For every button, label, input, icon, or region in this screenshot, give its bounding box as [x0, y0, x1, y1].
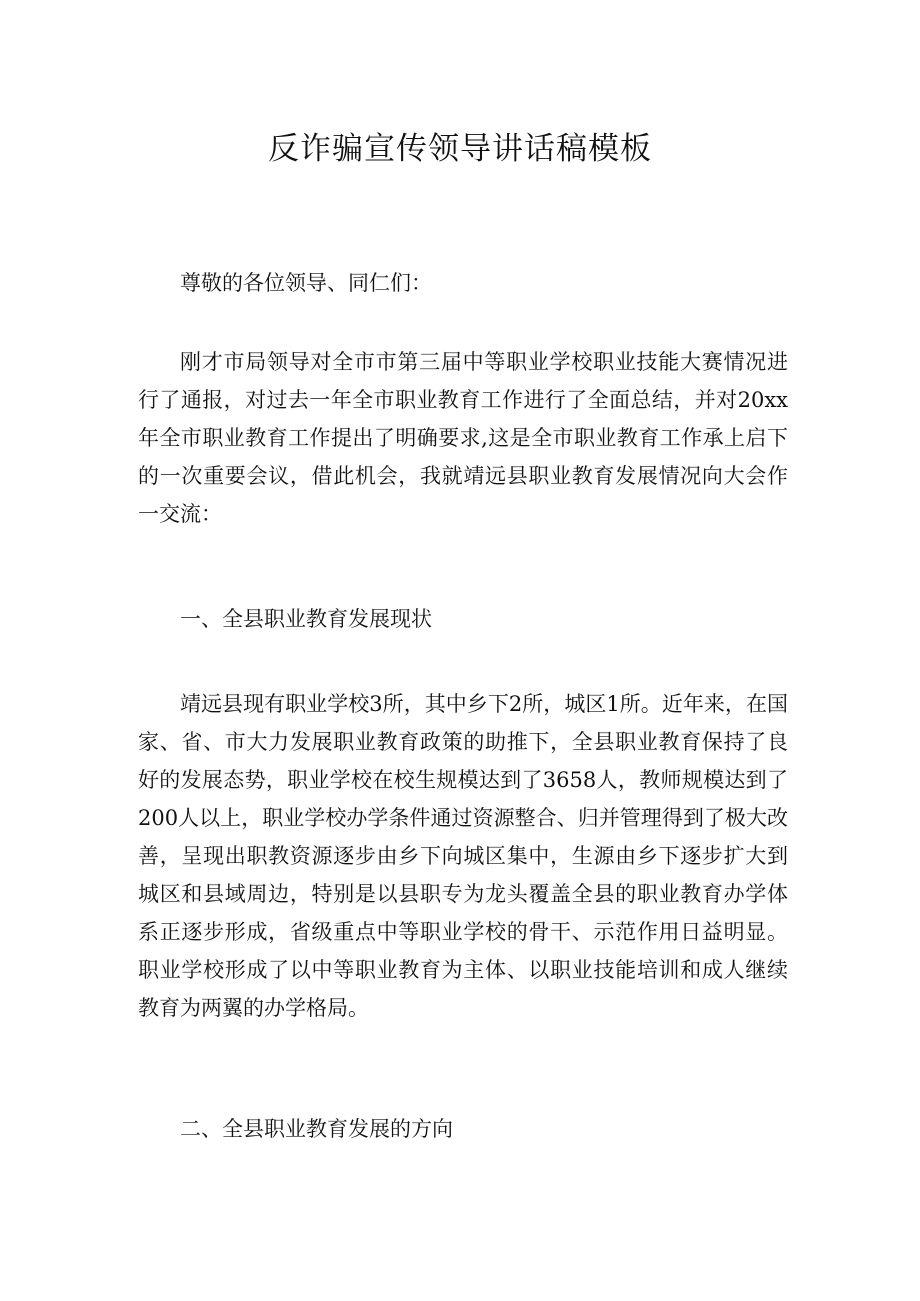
paragraph-status: 靖远县现有职业学校3所，其中乡下2所，城区1所。近年来，在国家、省、市大力发展职业教育政策的助推下，全县职业教育保持了良好的发展态势，职业学校在校生规模达到了3658人，教师规模达到了200人以上，职业学校办学条件通过资源整合、归并管理得到了极大改善，呈现出职教资源逐步由乡下向城区集中，生源由乡下逐步扩大到城区和县域周边，特别是以县职专为龙头覆盖全县的职业教育办学体系正逐步形成，省级重点中等职业学校的骨干、示范作用日益明显。职业学校形成了以中等职业教育为主体、以职业技能培训和成人继续教育为两翼的办学格局。	[138, 692, 788, 1020]
section-heading-1: 一、全县职业教育发展现状	[180, 607, 432, 631]
greeting: 尊敬的各位领导、同仁们：	[180, 271, 432, 295]
section-heading-2: 二、全县职业教育发展的方向	[180, 1117, 453, 1141]
document-title: 反诈骗宣传领导讲话稿模板	[268, 131, 652, 167]
paragraph-intro: 刚才市局领导对全市市第三届中等职业学校职业技能大赛情况进行了通报，对过去一年全市职业教育工作进行了全面总结，并对20xx年全市职业教育工作提出了明确要求,这是全市职业教育工作承上启下的一次重要会议，借此机会，我就靖远县职业教育发展情况向大会作一交流：	[138, 350, 788, 526]
